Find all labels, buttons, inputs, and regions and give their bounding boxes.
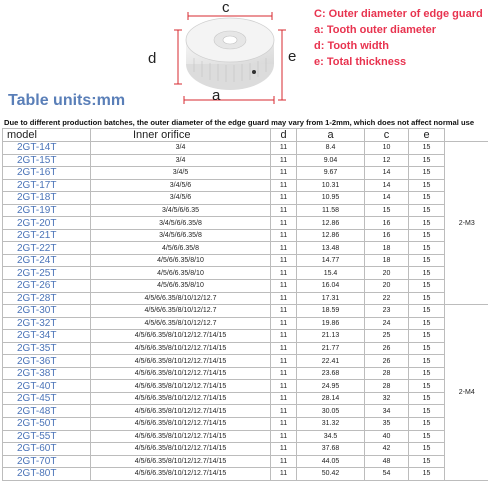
- header-screw: [445, 129, 488, 142]
- table-cell-model: 2GT-30T: [3, 305, 91, 318]
- table-units-title: Table units:mm: [8, 92, 126, 109]
- table-cell-d-col: 11: [271, 254, 297, 267]
- table-cell-orifice: 4/5/6/6.35/8/10/12/12.7/14/15: [91, 468, 271, 481]
- table-cell-c-col: 26: [365, 342, 409, 355]
- table-cell-c-col: 54: [365, 468, 409, 481]
- table-cell-d-col: 11: [271, 167, 297, 180]
- table-cell-e-col: 15: [409, 430, 445, 443]
- table-cell-a-col: 19.86: [297, 317, 365, 330]
- table-cell-e-col: 15: [409, 179, 445, 192]
- dimension-label-a: a: [212, 87, 221, 104]
- table-row: [3, 179, 488, 192]
- table-cell-c-col: 32: [365, 392, 409, 405]
- table-cell-e-col: 15: [409, 392, 445, 405]
- table-cell-d-col: 11: [271, 405, 297, 418]
- table-cell-d-col: 11: [271, 330, 297, 343]
- table-cell-d-col: 11: [271, 142, 297, 155]
- table-cell-orifice: 3/4/5: [91, 167, 271, 180]
- table-cell-d-col: 11: [271, 242, 297, 255]
- table-cell-model: 2GT-35T: [3, 342, 91, 355]
- table-row: [3, 217, 488, 230]
- table-cell-a-col: 24.95: [297, 380, 365, 393]
- table-cell-a-col: 13.48: [297, 242, 365, 255]
- table-cell-d-col: 11: [271, 342, 297, 355]
- table-cell-c-col: 16: [365, 217, 409, 230]
- table-cell-c-col: 28: [365, 367, 409, 380]
- table-cell-e-col: 15: [409, 192, 445, 205]
- table-cell-e-col: 15: [409, 242, 445, 255]
- table-row: [3, 330, 488, 343]
- table-cell-c-col: 25: [365, 330, 409, 343]
- table-cell-orifice: 3/4/5/6/6.35/8: [91, 229, 271, 242]
- table-cell-model: 2GT-14T: [3, 142, 91, 155]
- table-cell-model: 2GT-20T: [3, 217, 91, 230]
- table-row: [3, 254, 488, 267]
- table-cell-model: 2GT-36T: [3, 355, 91, 368]
- table-cell-a-col: 14.77: [297, 254, 365, 267]
- table-cell-d-col: 11: [271, 305, 297, 318]
- table-row: [3, 229, 488, 242]
- table-cell-model: 2GT-22T: [3, 242, 91, 255]
- table-cell-orifice: 4/5/6/6.35/8/10/12/12.7/14/15: [91, 430, 271, 443]
- table-cell-c-col: 14: [365, 192, 409, 205]
- table-cell-d-col: 11: [271, 380, 297, 393]
- table-cell-orifice: 3/4/5/6/6.35: [91, 204, 271, 217]
- table-cell-a-col: 50.42: [297, 468, 365, 481]
- table-cell-e-col: 15: [409, 317, 445, 330]
- table-cell-orifice: 4/5/6/6.35/8/10: [91, 254, 271, 267]
- table-cell-orifice: 4/5/6/6.35/8/10: [91, 280, 271, 293]
- table-cell-e-col: 15: [409, 342, 445, 355]
- table-cell-c-col: 18: [365, 254, 409, 267]
- table-cell-d-col: 11: [271, 204, 297, 217]
- table-cell-c-col: 35: [365, 418, 409, 431]
- header-inner-orifice: Inner orifice: [91, 129, 271, 142]
- table-row: [3, 292, 488, 305]
- table-cell-c-col: 34: [365, 405, 409, 418]
- dimension-legend: [314, 6, 488, 70]
- table-cell-c-col: 22: [365, 292, 409, 305]
- table-row: [3, 167, 488, 180]
- table-cell-e-col: 15: [409, 217, 445, 230]
- table-cell-model: 2GT-18T: [3, 192, 91, 205]
- table-cell-a-col: 31.32: [297, 418, 365, 431]
- table-cell-c-col: 28: [365, 380, 409, 393]
- table-cell-c-col: 14: [365, 179, 409, 192]
- table-cell-c-col: 20: [365, 280, 409, 293]
- table-cell-model: 2GT-28T: [3, 292, 91, 305]
- table-cell-d-col: 11: [271, 280, 297, 293]
- table-cell-orifice: 3/4/5/6: [91, 192, 271, 205]
- table-cell-c-col: 12: [365, 154, 409, 167]
- table-cell-orifice: 4/5/6/6.35/8/10/12/12.7/14/15: [91, 380, 271, 393]
- table-cell-a-col: 37.68: [297, 443, 365, 456]
- table-cell-d-col: 11: [271, 292, 297, 305]
- dimension-label-c: c: [222, 0, 230, 16]
- table-row: [3, 204, 488, 217]
- table-cell-d-col: 11: [271, 430, 297, 443]
- table-cell-model: 2GT-24T: [3, 254, 91, 267]
- table-cell-orifice: 3/4/5/6/6.35/8: [91, 217, 271, 230]
- table-cell-model: 2GT-48T: [3, 405, 91, 418]
- table-row: [3, 355, 488, 368]
- table-cell-e-col: 15: [409, 154, 445, 167]
- table-cell-a-col: 16.04: [297, 280, 365, 293]
- table-cell-c-col: 15: [365, 204, 409, 217]
- table-cell-e-col: 15: [409, 229, 445, 242]
- table-row: [3, 317, 488, 330]
- header-d: d: [271, 129, 297, 142]
- table-row: [3, 468, 488, 481]
- table-row: [3, 342, 488, 355]
- table-row: [3, 305, 488, 318]
- table-cell-model: 2GT-34T: [3, 330, 91, 343]
- table-cell-a-col: 15.4: [297, 267, 365, 280]
- table-cell-c-col: 24: [365, 317, 409, 330]
- header-e: e: [409, 129, 445, 142]
- table-cell-model: 2GT-16T: [3, 167, 91, 180]
- legend-item-e: e: Total thickness: [314, 56, 407, 68]
- table-cell-a-col: 10.95: [297, 192, 365, 205]
- table-cell-e-col: 15: [409, 292, 445, 305]
- table-cell-c-col: 14: [365, 167, 409, 180]
- table-cell-orifice: 4/5/6/6.35/8: [91, 242, 271, 255]
- table-body: [3, 142, 488, 481]
- table-cell-a-col: 21.13: [297, 330, 365, 343]
- table-cell-a-col: 28.14: [297, 392, 365, 405]
- legend-item-c: C: Outer diameter of edge guard: [314, 8, 483, 20]
- table-cell-a-col: 17.31: [297, 292, 365, 305]
- dimension-label-d: d: [148, 50, 157, 67]
- table-cell-e-col: 15: [409, 204, 445, 217]
- table-cell-a-col: 44.05: [297, 455, 365, 468]
- table-cell-d-col: 11: [271, 455, 297, 468]
- table-cell-e-col: 15: [409, 468, 445, 481]
- table-cell-d-col: 11: [271, 217, 297, 230]
- table-cell-model: 2GT-15T: [3, 154, 91, 167]
- table-cell-c-col: 26: [365, 355, 409, 368]
- table-cell-orifice: 4/5/6/6.35/8/10/12/12.7: [91, 317, 271, 330]
- table-row: [3, 192, 488, 205]
- table-cell-e-col: 15: [409, 142, 445, 155]
- table-cell-orifice: 4/5/6/6.35/8/10/12/12.7: [91, 305, 271, 318]
- table-row: [3, 267, 488, 280]
- table-row: [3, 154, 488, 167]
- table-cell-c-col: 40: [365, 430, 409, 443]
- table-cell-orifice: 4/5/6/6.35/8/10/12/12.7/14/15: [91, 355, 271, 368]
- dimension-label-e: e: [288, 48, 297, 65]
- table-cell-c-col: 48: [365, 455, 409, 468]
- table-cell-e-col: 15: [409, 280, 445, 293]
- table-cell-a-col: 9.67: [297, 167, 365, 180]
- table-cell-model: 2GT-21T: [3, 229, 91, 242]
- table-cell-model: 2GT-26T: [3, 280, 91, 293]
- table-cell-a-col: 21.77: [297, 342, 365, 355]
- table-row: [3, 280, 488, 293]
- table-cell-c-col: 23: [365, 305, 409, 318]
- table-cell-c-col: 20: [365, 267, 409, 280]
- header-model: model: [3, 129, 91, 142]
- table-cell-d-col: 11: [271, 179, 297, 192]
- table-cell-e-col: 15: [409, 405, 445, 418]
- table-cell-model: 2GT-17T: [3, 179, 91, 192]
- table-cell-a-col: 34.5: [297, 430, 365, 443]
- table-cell-orifice: 4/5/6/6.35/8/10/12/12.7/14/15: [91, 330, 271, 343]
- screw-group-m3: 2-M3: [445, 142, 488, 305]
- table-cell-orifice: 4/5/6/6.35/8/10/12/12.7/14/15: [91, 455, 271, 468]
- table-cell-a-col: 9.04: [297, 154, 365, 167]
- table-cell-orifice: 4/5/6/6.35/8/10/12/12.7/14/15: [91, 418, 271, 431]
- table-row: [3, 142, 488, 155]
- table-cell-orifice: 4/5/6/6.35/8/10/12/12.7/14/15: [91, 342, 271, 355]
- screw-group-m4: 2-M4: [445, 305, 488, 481]
- table-cell-a-col: 22.41: [297, 355, 365, 368]
- legend-item-a: a: Tooth outer diameter: [314, 24, 437, 36]
- table-row: [3, 380, 488, 393]
- legend-item-d: d: Tooth width: [314, 40, 389, 52]
- table-cell-c-col: 42: [365, 443, 409, 456]
- table-cell-orifice: 3/4/5/6: [91, 179, 271, 192]
- table-cell-d-col: 11: [271, 267, 297, 280]
- table-cell-model: 2GT-19T: [3, 204, 91, 217]
- table-cell-e-col: 15: [409, 355, 445, 368]
- table-cell-e-col: 15: [409, 267, 445, 280]
- spec-table: [2, 128, 488, 481]
- table-cell-d-col: 11: [271, 367, 297, 380]
- table-cell-orifice: 4/5/6/6.35/8/10/12/12.7/14/15: [91, 367, 271, 380]
- table-cell-c-col: 16: [365, 229, 409, 242]
- table-cell-model: 2GT-55T: [3, 430, 91, 443]
- table-cell-orifice: 3/4: [91, 142, 271, 155]
- table-cell-a-col: 23.68: [297, 367, 365, 380]
- table-cell-a-col: 10.31: [297, 179, 365, 192]
- table-cell-d-col: 11: [271, 468, 297, 481]
- table-cell-orifice: 4/5/6/6.35/8/10/12/12.7/14/15: [91, 405, 271, 418]
- table-cell-c-col: 10: [365, 142, 409, 155]
- table-cell-model: 2GT-60T: [3, 443, 91, 456]
- table-cell-a-col: 8.4: [297, 142, 365, 155]
- table-row: [3, 418, 488, 431]
- table-row: [3, 367, 488, 380]
- pulley-illustration: [140, 0, 310, 108]
- table-row: [3, 392, 488, 405]
- table-row: [3, 455, 488, 468]
- table-cell-e-col: 15: [409, 455, 445, 468]
- table-cell-orifice: 4/5/6/6.35/8/10/12/12.7/14/15: [91, 392, 271, 405]
- table-cell-a-col: 12.86: [297, 217, 365, 230]
- table-cell-model: 2GT-50T: [3, 418, 91, 431]
- table-cell-a-col: 18.59: [297, 305, 365, 318]
- header-c: c: [365, 129, 409, 142]
- table-cell-a-col: 30.05: [297, 405, 365, 418]
- table-cell-d-col: 11: [271, 154, 297, 167]
- table-cell-e-col: 15: [409, 254, 445, 267]
- table-cell-e-col: 15: [409, 443, 445, 456]
- table-cell-model: 2GT-25T: [3, 267, 91, 280]
- table-cell-d-col: 11: [271, 192, 297, 205]
- table-cell-orifice: 3/4: [91, 154, 271, 167]
- table-cell-e-col: 15: [409, 330, 445, 343]
- table-cell-d-col: 11: [271, 443, 297, 456]
- table-cell-model: 2GT-32T: [3, 317, 91, 330]
- table-cell-d-col: 11: [271, 355, 297, 368]
- table-cell-model: 2GT-40T: [3, 380, 91, 393]
- table-cell-orifice: 4/5/6/6.35/8/10: [91, 267, 271, 280]
- table-row: [3, 405, 488, 418]
- table-cell-d-col: 11: [271, 392, 297, 405]
- table-cell-orifice: 4/5/6/6.35/8/10/12/12.7: [91, 292, 271, 305]
- table-cell-a-col: 11.58: [297, 204, 365, 217]
- table-cell-e-col: 15: [409, 305, 445, 318]
- table-cell-d-col: 11: [271, 418, 297, 431]
- table-row: [3, 443, 488, 456]
- table-cell-model: 2GT-45T: [3, 392, 91, 405]
- header-a: a: [297, 129, 365, 142]
- table-cell-orifice: 4/5/6/6.35/8/10/12/12.7/14/15: [91, 443, 271, 456]
- table-cell-e-col: 15: [409, 380, 445, 393]
- table-cell-a-col: 12.86: [297, 229, 365, 242]
- table-cell-d-col: 11: [271, 229, 297, 242]
- table-header-row: [3, 129, 488, 142]
- table-row: [3, 430, 488, 443]
- table-cell-e-col: 15: [409, 367, 445, 380]
- pulley-diagram: [140, 0, 310, 108]
- table-cell-model: 2GT-80T: [3, 468, 91, 481]
- table-cell-model: 2GT-70T: [3, 455, 91, 468]
- table-cell-model: 2GT-38T: [3, 367, 91, 380]
- table-cell-e-col: 15: [409, 418, 445, 431]
- production-note: Due to different production batches, the outer diameter of the edge guard may vary from 1-2mm, which does not affect normal use: [4, 118, 475, 127]
- table-cell-d-col: 11: [271, 317, 297, 330]
- table-cell-c-col: 18: [365, 242, 409, 255]
- table-cell-e-col: 15: [409, 167, 445, 180]
- table-row: [3, 242, 488, 255]
